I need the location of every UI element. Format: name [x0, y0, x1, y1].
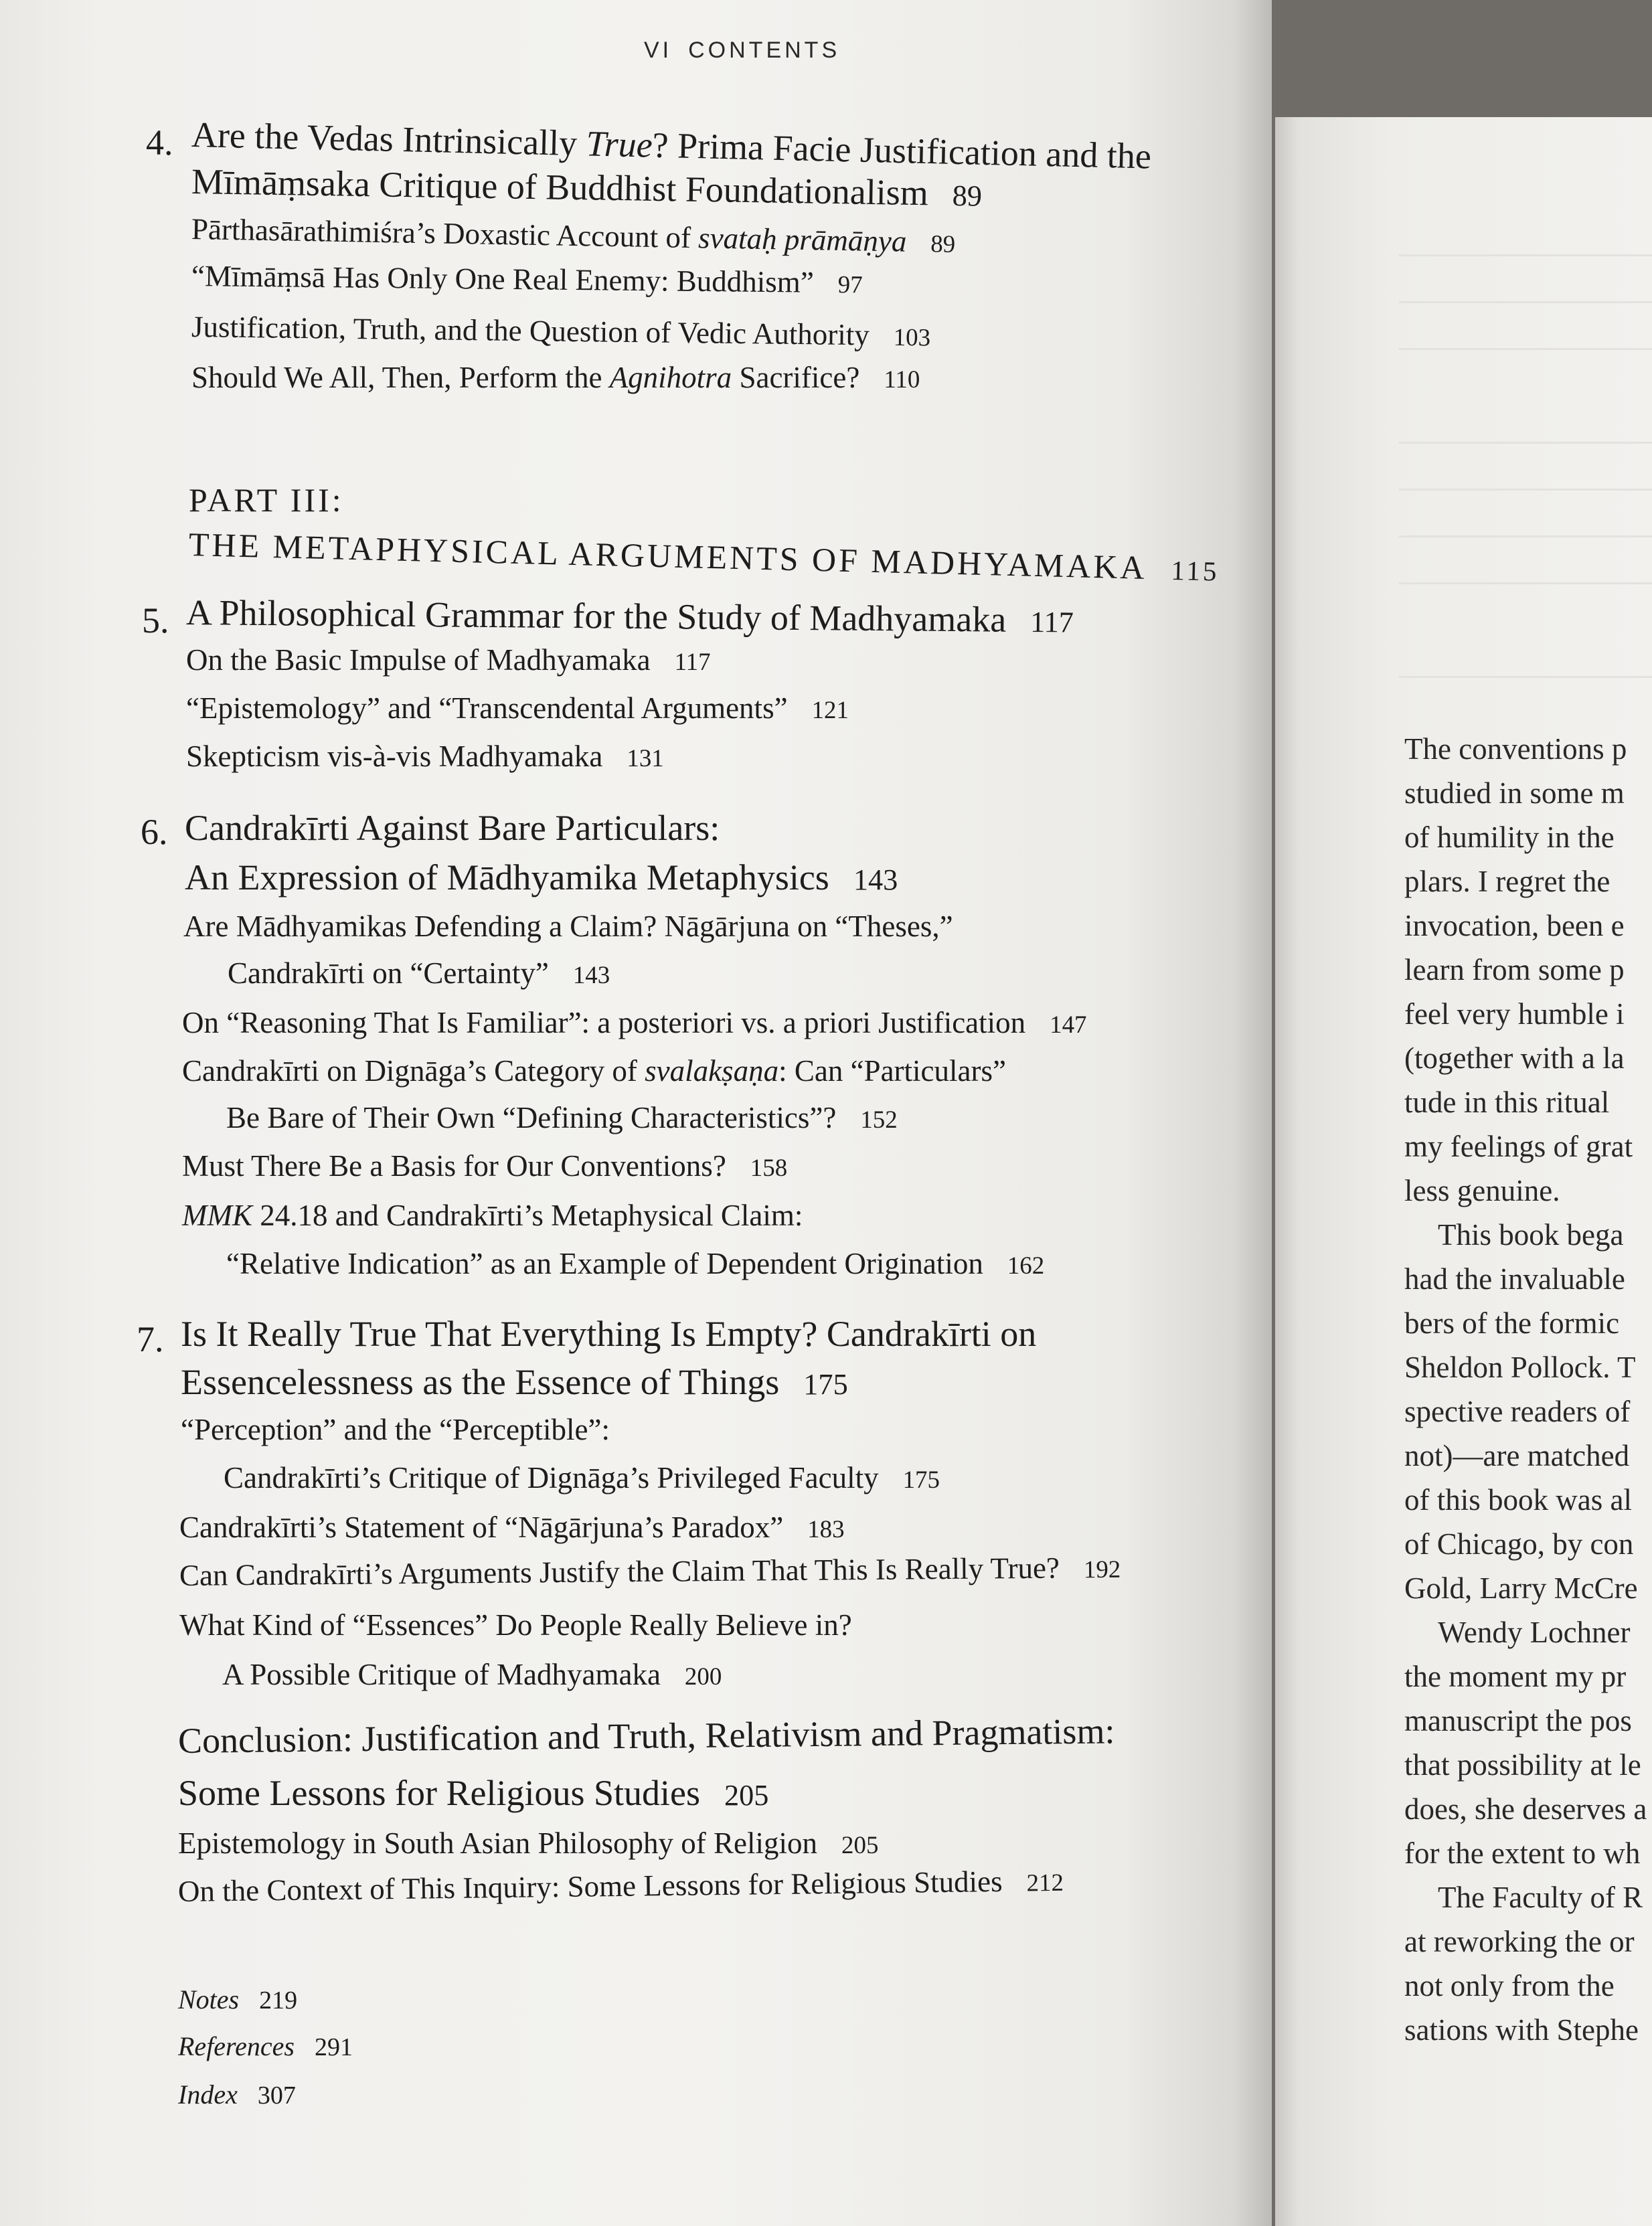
page-ref: 117 [1029, 606, 1074, 639]
facing-page-line: This book bega [1438, 1218, 1624, 1252]
facing-page-line: of humility in the [1404, 821, 1615, 854]
page-ref: 103 [893, 323, 931, 351]
page-ref: 291 [314, 2033, 353, 2061]
page-ref: 131 [627, 744, 664, 772]
bleed-through [1399, 254, 1652, 256]
toc-section: “Relative Indication” as an Example of Dependent Origination 162 [226, 1247, 1045, 1280]
chapter-title: An Expression of Mādhyamika Metaphysics 143 [185, 857, 898, 897]
page-ref: 162 [1007, 1252, 1045, 1279]
facing-page-line: studied in some m [1404, 776, 1625, 810]
page-ref: 147 [1050, 1011, 1087, 1038]
toc-section: Candrakīrti’s Statement of “Nāgārjuna’s Paradox” 183 [179, 1511, 845, 1544]
facing-page-line: does, she deserves a [1404, 1792, 1647, 1826]
page-ref: 183 [807, 1515, 845, 1543]
toc-section: Candrakīrti on “Certainty” 143 [228, 956, 610, 990]
page-ref: 143 [572, 961, 610, 989]
page-ref: 192 [1083, 1555, 1121, 1583]
facing-page-line: The Faculty of R [1438, 1881, 1643, 1914]
facing-page-line: Wendy Lochner [1438, 1616, 1631, 1649]
facing-page-line: the moment my pr [1404, 1660, 1627, 1693]
back-matter-item: Notes 219 [178, 1984, 298, 2015]
facing-page-line: (together with a la [1404, 1041, 1625, 1075]
page-ref: 152 [860, 1106, 898, 1133]
chapter-title: Is It Really True That Everything Is Empty? Candrakīrti on [181, 1314, 1037, 1354]
facing-page-line: not)—are matched [1404, 1439, 1630, 1472]
bleed-through [1399, 582, 1652, 584]
toc-section: Be Bare of Their Own “Defining Characteristics”? 152 [226, 1101, 898, 1134]
toc-section: Candrakīrti’s Critique of Dignāga’s Privileged Faculty 175 [224, 1461, 940, 1494]
chapter-title: A Philosophical Grammar for the Study of Madhyamaka 117 [185, 592, 1074, 640]
facing-page-line: not only from the [1404, 1969, 1615, 2002]
chapter-title: Candrakīrti Against Bare Particulars: [185, 808, 720, 848]
facing-page-line: manuscript the pos [1404, 1704, 1632, 1737]
bleed-through [1399, 489, 1652, 491]
facing-page-line: The conventions p [1404, 732, 1627, 766]
toc-section: “Mīmāṃsā Has Only One Real Enemy: Buddhism” 97 [191, 259, 863, 299]
running-title: CONTENTS [688, 37, 841, 63]
page-ref: 175 [803, 1368, 848, 1401]
page-ref: 205 [724, 1779, 769, 1812]
chapter-title: Are the Vedas Intrinsically True? Prima Facie Justification and the [191, 114, 1152, 177]
toc-section: Are Mādhyamikas Defending a Claim? Nāgārjuna on “Theses,” [183, 910, 953, 943]
facing-page-line: bers of the formic [1404, 1306, 1620, 1340]
facing-page-line: of Chicago, by con [1404, 1527, 1634, 1561]
toc-section: Epistemology in South Asian Philosophy of Religion 205 [178, 1826, 879, 1860]
bleed-through [1399, 301, 1652, 303]
facing-page-line: spective readers of [1404, 1395, 1631, 1428]
facing-page-line: my feelings of grat [1404, 1130, 1633, 1163]
chapter-number: 7. [137, 1319, 164, 1359]
page-ref: 121 [811, 696, 849, 723]
page-number: VI [644, 37, 673, 63]
facing-page-line: of this book was al [1404, 1483, 1632, 1517]
facing-page-line: for the extent to wh [1404, 1836, 1641, 1870]
facing-page-line: at reworking the or [1404, 1925, 1635, 1958]
chapter-number: 6. [141, 812, 168, 852]
facing-page-line: feel very humble i [1404, 997, 1625, 1031]
chapter-number: 4. [146, 122, 173, 163]
facing-page-line: sations with Stephe [1404, 2013, 1639, 2047]
page-ref: 117 [674, 648, 711, 675]
facing-page-line: had the invaluable [1404, 1262, 1625, 1296]
running-head [644, 37, 856, 64]
bleed-through [1399, 348, 1652, 350]
facing-page-line: tude in this ritual [1404, 1086, 1610, 1119]
toc-section: MMK 24.18 and Candrakīrti’s Metaphysical Claim: [182, 1199, 803, 1232]
facing-page-line: Sheldon Pollock. T [1404, 1351, 1636, 1384]
toc-section: Justification, Truth, and the Question of Vedic Authority 103 [191, 310, 931, 352]
toc-section: On the Context of This Inquiry: Some Lessons for Religious Studies 212 [177, 1864, 1064, 1908]
part-title: THE METAPHYSICAL ARGUMENTS OF MADHYAMAKA 115 [188, 525, 1220, 587]
page-ref: 89 [930, 230, 956, 258]
facing-page-line: invocation, been e [1404, 909, 1625, 942]
toc-section: On “Reasoning That Is Familiar”: a posteriori vs. a priori Justification 147 [182, 1006, 1087, 1039]
toc-section: Skepticism vis-à-vis Madhyamaka 131 [186, 740, 664, 773]
page-ref: 307 [257, 2081, 296, 2110]
page-ref: 89 [952, 179, 983, 213]
toc-section: “Perception” and the “Perceptible”: [181, 1413, 610, 1446]
page-ref: 143 [853, 863, 898, 896]
chapter-title: Some Lessons for Religious Studies 205 [178, 1773, 769, 1813]
bleed-through [1399, 535, 1652, 537]
toc-section: A Possible Critique of Madhyamaka 200 [222, 1658, 722, 1691]
back-matter-item: Index 307 [178, 2079, 296, 2110]
back-matter-item: References 291 [178, 2031, 353, 2061]
toc-section: Pārthasārathimiśra’s Doxastic Account of svataḥ prāmāṇya 89 [191, 212, 956, 258]
page-ref: 175 [902, 1466, 940, 1493]
page-ref: 205 [841, 1831, 879, 1859]
toc-section: On the Basic Impulse of Madhyamaka 117 [186, 643, 711, 677]
chapter-title: Conclusion: Justification and Truth, Relativism and Pragmatism: [177, 1711, 1115, 1761]
page-ref: 158 [750, 1154, 788, 1181]
part-label: PART III: [189, 481, 344, 519]
facing-page-line: that possibility at le [1404, 1748, 1641, 1782]
page-ref: 200 [684, 1662, 722, 1690]
facing-page-line: Gold, Larry McCre [1404, 1571, 1638, 1605]
toc-section: Should We All, Then, Perform the Agnihotra Sacrifice? 110 [191, 361, 920, 394]
toc-section: What Kind of “Essences” Do People Really Believe in? [179, 1608, 852, 1642]
page-ref: 97 [837, 270, 863, 298]
facing-page-line: learn from some p [1404, 953, 1625, 987]
chapter-number: 5. [142, 600, 169, 640]
page-ref: 115 [1170, 554, 1220, 587]
chapter-title: Essencelessness as the Essence of Things 175 [181, 1362, 848, 1402]
toc-section: “Epistemology” and “Transcendental Arguments” 121 [186, 691, 849, 725]
toc-section: Must There Be a Basis for Our Conventions? 158 [182, 1149, 788, 1183]
bleed-through [1399, 442, 1652, 444]
toc-section: Candrakīrti on Dignāga’s Category of svalakṣaṇa: Can “Particulars” [182, 1054, 1006, 1088]
chapter-title: Mīmāṃsaka Critique of Buddhist Foundationalism 89 [191, 161, 983, 213]
facing-page-line: less genuine. [1404, 1174, 1560, 1207]
bleed-through [1399, 676, 1652, 678]
page-ref: 219 [259, 1986, 298, 2015]
toc-section: Can Candrakīrti’s Arguments Justify the Claim That This Is Really True? 192 [179, 1551, 1121, 1592]
page-ref: 212 [1026, 1868, 1064, 1897]
page-ref: 110 [884, 365, 920, 393]
facing-page-line: plars. I regret the [1404, 865, 1610, 898]
